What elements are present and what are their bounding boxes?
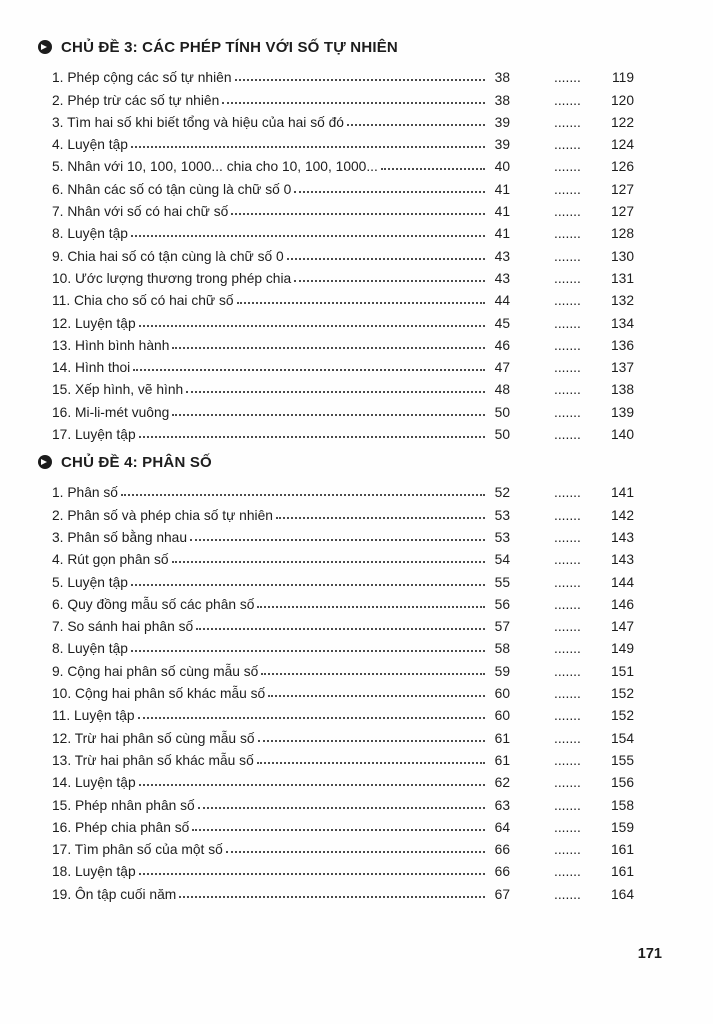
toc-page-number-col2: 124 — [610, 137, 634, 153]
dot-leader-col2: ....... — [554, 270, 581, 286]
toc-entry — [38, 857, 634, 879]
toc-page-number-col2: 137 — [610, 360, 634, 376]
toc-page-number-col2: 155 — [610, 752, 634, 768]
dot-leader-col2: ....... — [554, 404, 581, 420]
dot-leader-col2: ....... — [554, 360, 581, 376]
toc-entry-col2 — [554, 842, 634, 857]
toc-entry-label: 11. Luyện tập — [52, 708, 135, 724]
toc-entry-col2 — [554, 70, 634, 85]
toc-entry-label: 15. Phép nhân phân số — [52, 797, 195, 813]
toc-entry-label: 18. Luyện tập — [52, 864, 136, 880]
dot-leader — [172, 414, 485, 416]
toc-page-number-col1: 41 — [494, 226, 510, 242]
toc-entry — [38, 130, 634, 152]
toc-entry-label: 14. Luyện tập — [52, 775, 136, 791]
toc-entry — [38, 397, 634, 419]
dot-leader — [226, 851, 485, 853]
toc-entry — [38, 500, 634, 522]
dot-leader-col2: ....... — [554, 507, 581, 523]
toc-entry-label: 13. Hình bình hành — [52, 337, 170, 353]
toc-page-number-col2: 147 — [610, 619, 634, 635]
dot-leader — [294, 280, 485, 282]
dot-leader — [131, 235, 485, 237]
toc-entry — [38, 353, 634, 375]
dot-leader — [237, 302, 485, 304]
toc-page-number-col1: 44 — [494, 293, 510, 309]
toc-entry — [38, 197, 634, 219]
toc-entry-label: 17. Tìm phân số của một số — [52, 842, 223, 858]
toc-entry — [38, 835, 634, 857]
dot-leader-col2: ....... — [554, 574, 581, 590]
dot-leader-col2: ....... — [554, 485, 581, 501]
toc-entry — [38, 152, 634, 174]
toc-page-number-col2: 159 — [610, 819, 634, 835]
dot-leader-col2: ....... — [554, 204, 581, 220]
toc-entry — [38, 634, 634, 656]
toc-page-number-col1: 58 — [494, 641, 510, 657]
toc-page-number-col1: 55 — [494, 574, 510, 590]
toc-entry-label: 9. Cộng hai phân số cùng mẫu số — [52, 663, 259, 679]
toc-entry-label: 16. Phép chia phân số — [52, 819, 190, 835]
dot-leader — [258, 740, 485, 742]
dot-leader — [139, 325, 485, 327]
section-title: CHỦ ĐỀ 3: CÁC PHÉP TÍNH VỚI SỐ TỰ NHIÊN — [61, 38, 398, 56]
toc-entry — [38, 286, 634, 308]
toc-entry — [38, 768, 634, 790]
toc-entry — [38, 85, 634, 107]
dot-leader — [196, 628, 485, 630]
toc-page-number-col2: 127 — [610, 181, 634, 197]
dot-leader-col2: ....... — [554, 663, 581, 679]
toc-page-number-col1: 52 — [494, 485, 510, 501]
dot-leader-col2: ....... — [554, 92, 581, 108]
toc-page-number-col1: 53 — [494, 529, 510, 545]
toc-entry-col2 — [554, 798, 634, 813]
toc-page-number-col2: 152 — [610, 708, 634, 724]
dot-leader-col2: ....... — [554, 641, 581, 657]
toc-page-number-col1: 47 — [494, 360, 510, 376]
dot-leader-col2: ....... — [554, 775, 581, 791]
toc-entry-label: 6. Nhân các số có tận cùng là chữ số 0 — [52, 181, 292, 197]
toc-entry-col2 — [554, 204, 634, 219]
toc-entry-label: 1. Phép cộng các số tự nhiên — [52, 70, 232, 86]
dot-leader-col2: ....... — [554, 819, 581, 835]
dot-leader — [347, 124, 485, 126]
toc-entry-label: 19. Ôn tập cuối năm — [52, 886, 177, 902]
toc-page-number-col1: 48 — [494, 382, 510, 398]
toc-page-number-col1: 63 — [494, 797, 510, 813]
toc-page-number-col2: 122 — [610, 114, 634, 130]
toc-entry — [38, 523, 634, 545]
toc-page-number-col1: 57 — [494, 619, 510, 635]
toc-page-number-col2: 144 — [610, 574, 634, 590]
dot-leader — [186, 391, 485, 393]
toc-page-number-col1: 38 — [494, 70, 510, 86]
toc-entry — [38, 63, 634, 85]
section-bullet-icon — [38, 40, 52, 54]
toc-entry-col2 — [554, 360, 634, 375]
toc-page-number-col2: 149 — [610, 641, 634, 657]
toc-entry-col2 — [554, 864, 634, 879]
toc-page-number-col1: 39 — [494, 114, 510, 130]
toc-entry-col2 — [554, 820, 634, 835]
toc-entry-label: 8. Luyện tập — [52, 641, 128, 657]
toc-page-number-col1: 53 — [494, 507, 510, 523]
toc-page-number-col2: 142 — [610, 507, 634, 523]
toc-entry — [38, 478, 634, 500]
dot-leader — [131, 584, 485, 586]
toc-page-number-col2: 131 — [610, 270, 634, 286]
dot-leader-col2: ....... — [554, 70, 581, 86]
toc-page-number-col1: 54 — [494, 552, 510, 568]
dot-leader-col2: ....... — [554, 137, 581, 153]
toc-page-number-col1: 61 — [494, 752, 510, 768]
toc-page-number-col1: 64 — [494, 819, 510, 835]
toc-entry-label: 3. Phân số bằng nhau — [52, 529, 188, 545]
toc-entry-label: 14. Hình thoi — [52, 360, 131, 376]
dot-leader-col2: ....... — [554, 382, 581, 398]
toc-entry-col2 — [554, 338, 634, 353]
dot-leader-col2: ....... — [554, 114, 581, 130]
dot-leader-col2: ....... — [554, 864, 581, 880]
dot-leader-col2: ....... — [554, 842, 581, 858]
toc-entry-col2 — [554, 382, 634, 397]
toc-entry-label: 4. Luyện tập — [52, 137, 128, 153]
toc-page-number-col2: 136 — [610, 337, 634, 353]
toc-page-number-col2: 161 — [610, 864, 634, 880]
toc-entry-label: 4. Rút gọn phân số — [52, 552, 169, 568]
toc-page-number-col2: 156 — [610, 775, 634, 791]
toc-entry-col2 — [554, 552, 634, 567]
toc-entry-label: 12. Luyện tập — [52, 315, 136, 331]
toc-page-number-col1: 60 — [494, 708, 510, 724]
toc-entry — [38, 264, 634, 286]
toc-page-number-col1: 60 — [494, 686, 510, 702]
toc-entry-label: 3. Tìm hai số khi biết tổng và hiệu của hai số đó — [52, 114, 344, 130]
toc-entry-label: 13. Trừ hai phân số khác mẫu số — [52, 752, 254, 768]
toc-page-number-col2: 143 — [610, 529, 634, 545]
toc-page-number-col2: 138 — [610, 382, 634, 398]
toc-entry — [38, 790, 634, 812]
toc-entry-label: 2. Phân số và phép chia số tự nhiên — [52, 507, 273, 523]
toc-entry — [38, 420, 634, 442]
toc-page-number-col1: 50 — [494, 427, 510, 443]
dot-leader — [222, 102, 485, 104]
toc-entry — [38, 375, 634, 397]
dot-leader-col2: ....... — [554, 529, 581, 545]
dot-leader-col2: ....... — [554, 315, 581, 331]
dot-leader — [139, 784, 485, 786]
toc-page-number-col1: 61 — [494, 730, 510, 746]
toc-entry — [38, 331, 634, 353]
toc-entry-col2 — [554, 753, 634, 768]
toc-entry-col2 — [554, 405, 634, 420]
section-title: CHỦ ĐỀ 4: PHÂN SỐ — [61, 453, 212, 471]
toc-page-number-col1: 66 — [494, 842, 510, 858]
toc-entry-col2 — [554, 731, 634, 746]
toc-page-number-col2: 143 — [610, 552, 634, 568]
toc-entry-label: 12. Trừ hai phân số cùng mẫu số — [52, 730, 255, 746]
toc-page-number-col2: 152 — [610, 686, 634, 702]
dot-leader — [192, 829, 485, 831]
toc-entry — [38, 174, 634, 196]
dot-leader — [190, 539, 485, 541]
toc-entry — [38, 108, 634, 130]
toc-page-number-col1: 43 — [494, 248, 510, 264]
dot-leader — [231, 213, 485, 215]
dot-leader — [235, 79, 485, 81]
dot-leader — [381, 168, 485, 170]
toc-page-number-col1: 41 — [494, 204, 510, 220]
dot-leader — [268, 695, 485, 697]
toc-entry-col2 — [554, 182, 634, 197]
toc-page-number-col2: 132 — [610, 293, 634, 309]
toc-page-number-col2: 126 — [610, 159, 634, 175]
dot-leader — [198, 807, 485, 809]
toc-entry — [38, 813, 634, 835]
toc-entry-label: 11. Chia cho số có hai chữ số — [52, 293, 234, 309]
toc-entry-col2 — [554, 641, 634, 656]
toc-page-number-col1: 39 — [494, 137, 510, 153]
toc-entry-col2 — [554, 597, 634, 612]
toc-entry-col2 — [554, 508, 634, 523]
toc-entry-col2 — [554, 664, 634, 679]
toc-entry — [38, 567, 634, 589]
dot-leader — [261, 673, 485, 675]
toc-page-number-col2: 139 — [610, 404, 634, 420]
toc-entry — [38, 545, 634, 567]
toc-page-number-col1: 66 — [494, 864, 510, 880]
toc-entry-col2 — [554, 226, 634, 241]
dot-leader-col2: ....... — [554, 337, 581, 353]
toc-page-number-col2: 151 — [610, 663, 634, 679]
dot-leader-col2: ....... — [554, 427, 581, 443]
toc-page-number-col1: 43 — [494, 270, 510, 286]
toc-entry-col2 — [554, 115, 634, 130]
toc-entry — [38, 746, 634, 768]
toc-page-number-col2: 164 — [610, 886, 634, 902]
dot-leader — [138, 717, 485, 719]
toc-entry-label: 7. Nhân với số có hai chữ số — [52, 204, 229, 220]
dot-leader — [179, 896, 485, 898]
section-header — [38, 34, 634, 60]
toc-page-number-col2: 128 — [610, 226, 634, 242]
dot-leader — [172, 347, 485, 349]
toc-entry-col2 — [554, 159, 634, 174]
toc-entry-col2 — [554, 93, 634, 108]
dot-leader — [294, 191, 485, 193]
toc-entry-label: 5. Luyện tập — [52, 574, 128, 590]
toc-page-number-col1: 38 — [494, 92, 510, 108]
toc-entry-label: 7. So sánh hai phân số — [52, 619, 194, 635]
toc-entry — [38, 723, 634, 745]
toc-page-number-col2: 127 — [610, 204, 634, 220]
toc-page-number-col2: 154 — [610, 730, 634, 746]
toc-entry — [38, 679, 634, 701]
dot-leader-col2: ....... — [554, 619, 581, 635]
toc-page-number-col1: 41 — [494, 181, 510, 197]
dot-leader — [121, 494, 485, 496]
dot-leader-col2: ....... — [554, 708, 581, 724]
toc-entry-label: 5. Nhân với 10, 100, 1000... chia cho 10, 100, 1000... — [52, 159, 378, 175]
toc-entry-col2 — [554, 708, 634, 723]
toc-entry-label: 17. Luyện tập — [52, 427, 136, 443]
toc-entry-col2 — [554, 137, 634, 152]
toc-entry-col2 — [554, 619, 634, 634]
dot-leader-col2: ....... — [554, 226, 581, 242]
toc-page-number-col1: 46 — [494, 337, 510, 353]
toc-entry — [38, 879, 634, 901]
section-header — [38, 449, 634, 475]
toc-page-number-col2: 140 — [610, 427, 634, 443]
toc-page-number-col2: 134 — [610, 315, 634, 331]
toc-entry-label: 9. Chia hai số có tận cùng là chữ số 0 — [52, 248, 284, 264]
toc-entry — [38, 612, 634, 634]
toc-page-number-col1: 45 — [494, 315, 510, 331]
toc-entry-label: 10. Cộng hai phân số khác mẫu số — [52, 686, 266, 702]
toc-entry — [38, 219, 634, 241]
dot-leader-col2: ....... — [554, 248, 581, 264]
toc-entry-col2 — [554, 271, 634, 286]
dot-leader-col2: ....... — [554, 159, 581, 175]
toc-page-number-col1: 50 — [494, 404, 510, 420]
toc-entry — [38, 701, 634, 723]
dot-leader-col2: ....... — [554, 293, 581, 309]
toc-page-number-col1: 40 — [494, 159, 510, 175]
toc-entry-label: 8. Luyện tập — [52, 226, 128, 242]
toc-entry-col2 — [554, 775, 634, 790]
toc-entry-label: 2. Phép trừ các số tự nhiên — [52, 92, 220, 108]
dot-leader-col2: ....... — [554, 752, 581, 768]
toc-entry-col2 — [554, 530, 634, 545]
dot-leader — [257, 606, 485, 608]
dot-leader — [257, 762, 485, 764]
toc-page-number-col2: 146 — [610, 596, 634, 612]
toc-entry — [38, 656, 634, 678]
dot-leader — [287, 258, 485, 260]
toc-entry-col2 — [554, 293, 634, 308]
toc-entry — [38, 590, 634, 612]
toc-page-number-col1: 59 — [494, 663, 510, 679]
dot-leader-col2: ....... — [554, 686, 581, 702]
dot-leader — [172, 561, 485, 563]
toc-entry-label: 15. Xếp hình, vẽ hình — [52, 382, 184, 398]
toc-page-number-col2: 119 — [612, 70, 634, 86]
footer-page-number: 171 — [637, 946, 662, 962]
toc-entry-label: 6. Quy đồng mẫu số các phân số — [52, 596, 255, 612]
toc-entry — [38, 308, 634, 330]
toc-page-number-col1: 56 — [494, 596, 510, 612]
toc-entry-col2 — [554, 427, 634, 442]
toc-page-number-col2: 161 — [610, 842, 634, 858]
section-bullet-icon — [38, 455, 52, 469]
toc-page-number-col1: 67 — [494, 886, 510, 902]
dot-leader-col2: ....... — [554, 181, 581, 197]
dot-leader-col2: ....... — [554, 596, 581, 612]
dot-leader — [139, 873, 485, 875]
toc — [38, 34, 634, 902]
toc-page-number-col2: 120 — [610, 92, 634, 108]
toc-entry-col2 — [554, 686, 634, 701]
toc-entry-label: 16. Mi-li-mét vuông — [52, 404, 170, 420]
toc-entry — [38, 241, 634, 263]
dot-leader — [139, 436, 485, 438]
dot-leader — [276, 517, 485, 519]
toc-entry-label: 10. Ước lượng thương trong phép chia — [52, 270, 292, 286]
dot-leader-col2: ....... — [554, 730, 581, 746]
dot-leader-col2: ....... — [554, 886, 581, 902]
toc-entry-label: 1. Phân số — [52, 485, 118, 501]
toc-page-number-col2: 141 — [610, 485, 634, 501]
toc-page-number-col2: 130 — [610, 248, 634, 264]
toc-entry-col2 — [554, 485, 634, 500]
toc-page-number-col2: 158 — [610, 797, 634, 813]
dot-leader — [133, 369, 485, 371]
toc-page-number-col1: 62 — [494, 775, 510, 791]
toc-entry-col2 — [554, 316, 634, 331]
toc-entry-col2 — [554, 249, 634, 264]
toc-entry-col2 — [554, 575, 634, 590]
dot-leader — [131, 650, 485, 652]
dot-leader-col2: ....... — [554, 552, 581, 568]
toc-entry-col2 — [554, 887, 634, 902]
dot-leader — [131, 146, 485, 148]
dot-leader-col2: ....... — [554, 797, 581, 813]
